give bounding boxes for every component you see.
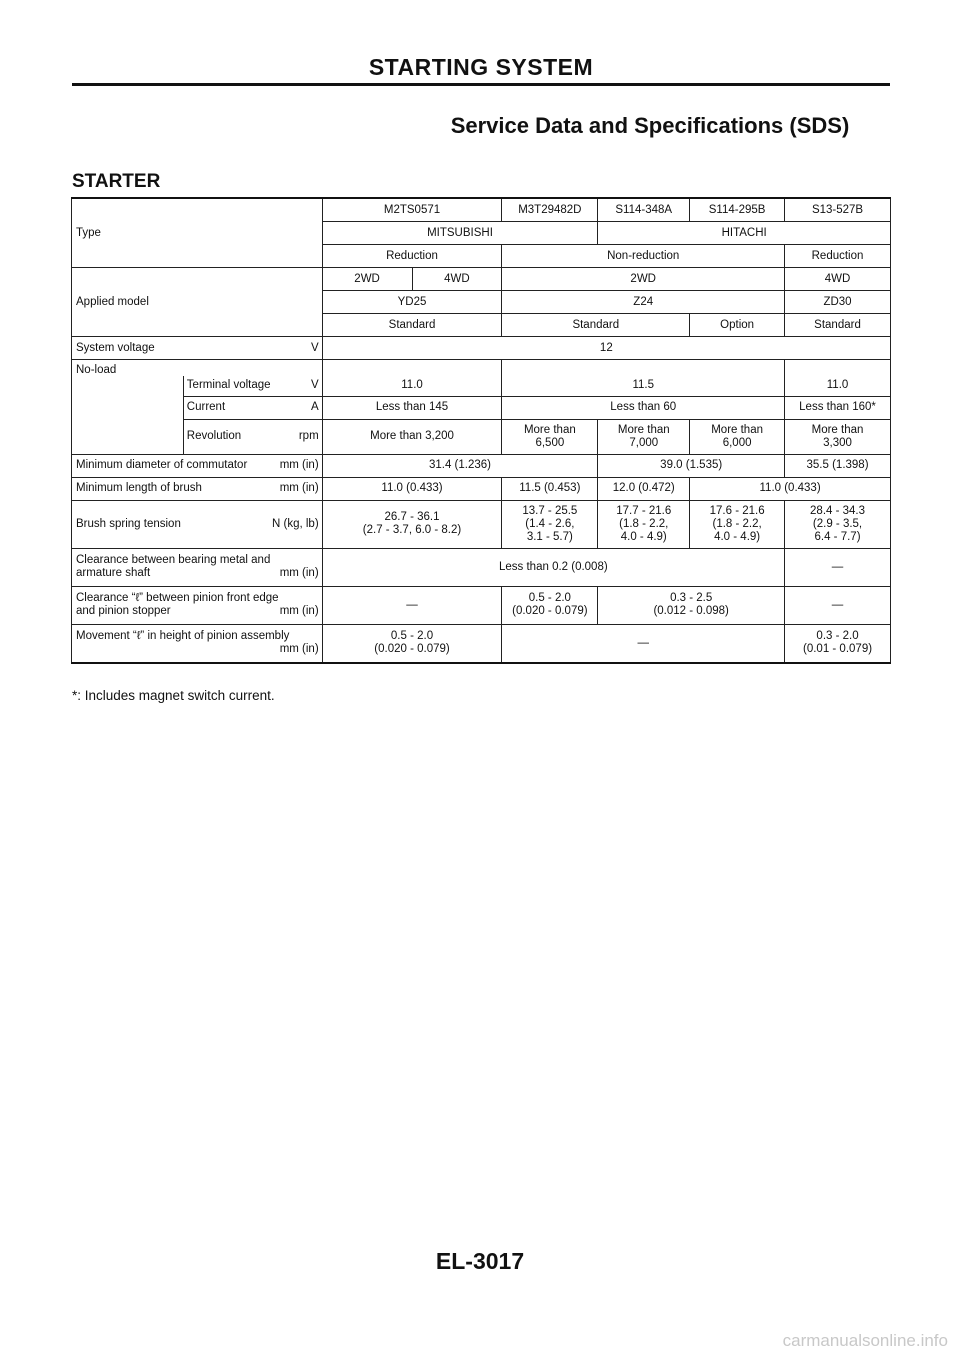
- cell-movement-1: 0.5 - 2.0 (0.020 - 0.079): [322, 624, 502, 663]
- table-row: [72, 419, 891, 454]
- table-row: [72, 198, 891, 222]
- cell-engine-2: Z24: [502, 291, 785, 314]
- brush-length-text: Minimum length of brush: [76, 482, 202, 494]
- table-row: [72, 454, 891, 477]
- cell-brush-tension-3: 17.7 - 21.6 (1.8 - 2.2, 4.0 - 4.9): [598, 500, 690, 548]
- section-title: STARTER: [72, 171, 161, 192]
- terminal-voltage-text: Terminal voltage: [186, 379, 271, 392]
- cell-revolution-1: More than 3,200: [322, 419, 502, 454]
- cell-terminal-1: 11.0: [322, 376, 502, 396]
- clearance-pinion-unit: mm (in): [279, 605, 319, 617]
- commutator-label: [72, 454, 323, 477]
- terminal-voltage-label: [183, 376, 322, 396]
- starter-spec-table: [71, 197, 891, 664]
- cell-model-3: S114-348A: [598, 198, 690, 222]
- cell-brush-tension-5: 28.4 - 34.3 (2.9 - 3.5, 6.4 - 7.7): [785, 500, 891, 548]
- brush-tension-label: [72, 500, 323, 548]
- table-row: [72, 396, 891, 419]
- revolution-text: Revolution: [186, 430, 242, 442]
- cell-clearance-bearing-2: —: [785, 548, 891, 586]
- system-voltage-label: [72, 337, 323, 360]
- cell-revolution-4: More than 6,000: [690, 419, 785, 454]
- brush-tension-unit: N (kg, lb): [272, 517, 319, 530]
- cell-maker-2: HITACHI: [598, 222, 891, 245]
- cell-current-2: Less than 60: [502, 396, 785, 419]
- header-rule: [72, 83, 890, 86]
- cell-drive-1: 2WD: [322, 268, 412, 291]
- watermark: carmanualsonline.info: [782, 1331, 948, 1350]
- cell-clearance-pinion-1: —: [322, 586, 502, 624]
- page-number: EL-3017: [435, 1248, 525, 1274]
- system-voltage-text: System voltage: [76, 341, 155, 354]
- cell-current-1: Less than 145: [322, 396, 502, 419]
- cell-system-voltage: 12: [322, 337, 890, 360]
- cell-grade-3: Option: [690, 314, 785, 337]
- running-header: [72, 54, 890, 81]
- no-load-label: No-load: [72, 360, 184, 455]
- brush-length-label: [72, 477, 323, 500]
- table-row: [72, 337, 891, 360]
- cell-brush-length-1: 11.0 (0.433): [322, 477, 502, 500]
- cell-revolution-3: More than 7,000: [598, 419, 690, 454]
- table-row: [72, 586, 891, 624]
- cell-brush-tension-1: 26.7 - 36.1 (2.7 - 3.7, 6.0 - 8.2): [322, 500, 502, 548]
- cell-gear-2: Non-reduction: [502, 245, 785, 268]
- cell-brush-length-2: 11.5 (0.453): [502, 477, 598, 500]
- cell-commutator-1: 31.4 (1.236): [322, 454, 598, 477]
- clearance-bearing-unit: mm (in): [279, 567, 319, 579]
- table-row: [72, 624, 891, 663]
- cell-drive-2: 4WD: [412, 268, 502, 291]
- table-row: [72, 376, 891, 396]
- cell-gear-1: Reduction: [322, 245, 502, 268]
- cell-revolution-2: More than 6,500: [502, 419, 598, 454]
- cell-clearance-pinion-4: —: [785, 586, 891, 624]
- clearance-bearing-line2: armature shaft: [76, 567, 151, 579]
- cell-current-3: Less than 160*: [785, 396, 891, 419]
- footnote: *: Includes magnet switch current.: [72, 688, 275, 703]
- current-unit: A: [310, 401, 319, 413]
- cell-movement-3: 0.3 - 2.0 (0.01 - 0.079): [785, 624, 891, 663]
- clearance-bearing-line1: Clearance between bearing metal and: [76, 554, 271, 566]
- clearance-bearing-label: [72, 548, 323, 586]
- cell-grade-4: Standard: [785, 314, 891, 337]
- brush-length-unit: mm (in): [279, 482, 319, 494]
- header-title: STARTING SYSTEM: [368, 54, 594, 80]
- cell-grade-1: Standard: [322, 314, 502, 337]
- cell-brush-length-3: 12.0 (0.472): [598, 477, 690, 500]
- table-row: [72, 360, 891, 377]
- table-row: [72, 500, 891, 548]
- cell-brush-tension-4: 17.6 - 21.6 (1.8 - 2.2, 4.0 - 4.9): [690, 500, 785, 548]
- cell-clearance-pinion-3: 0.3 - 2.5 (0.012 - 0.098): [598, 586, 785, 624]
- cell-model-4: S114-295B: [690, 198, 785, 222]
- page-title-text: Service Data and Specifications (SDS): [450, 113, 850, 138]
- cell-model-2: M3T29482D: [502, 198, 598, 222]
- brush-tension-text: Brush spring tension: [76, 517, 181, 530]
- clearance-pinion-line1: Clearance “ℓ” between pinion front edge: [76, 592, 279, 604]
- current-text: Current: [186, 401, 226, 413]
- revolution-label: [183, 419, 322, 454]
- cell-commutator-2: 39.0 (1.535): [598, 454, 785, 477]
- commutator-unit: mm (in): [279, 459, 319, 471]
- cell-clearance-pinion-2: 0.5 - 2.0 (0.020 - 0.079): [502, 586, 598, 624]
- cell-terminal-3: 11.0: [785, 376, 891, 396]
- cell-brush-tension-2: 13.7 - 25.5 (1.4 - 2.6, 3.1 - 5.7): [502, 500, 598, 548]
- cell-clearance-bearing-1: Less than 0.2 (0.008): [322, 548, 784, 586]
- cell-drive-4: 4WD: [785, 268, 891, 291]
- commutator-text: Minimum diameter of commutator: [76, 459, 248, 471]
- cell-model-1: M2TS0571: [322, 198, 502, 222]
- applied-model-label: Applied model: [72, 268, 323, 337]
- current-label: [183, 396, 322, 419]
- cell-commutator-3: 35.5 (1.398): [785, 454, 891, 477]
- cell-engine-1: YD25: [322, 291, 502, 314]
- cell-revolution-5: More than 3,300: [785, 419, 891, 454]
- cell-grade-2: Standard: [502, 314, 690, 337]
- cell-drive-3: 2WD: [502, 268, 785, 291]
- revolution-unit: rpm: [298, 430, 319, 442]
- terminal-voltage-unit: V: [310, 379, 319, 392]
- system-voltage-unit: V: [310, 341, 319, 354]
- cell-model-5: S13-527B: [785, 198, 891, 222]
- no-load-spacer: [183, 360, 322, 377]
- cell-maker-1: MITSUBISHI: [322, 222, 598, 245]
- page-title: [72, 113, 890, 139]
- table-row: [72, 477, 891, 500]
- movement-unit: mm (in): [279, 643, 319, 655]
- cell-engine-3: ZD30: [785, 291, 891, 314]
- cell-terminal-2: 11.5: [502, 376, 785, 396]
- cell-gear-3: Reduction: [785, 245, 891, 268]
- movement-line1: Movement “ℓ” in height of pinion assembly: [76, 630, 290, 642]
- movement-label: [72, 624, 323, 663]
- clearance-pinion-label: [72, 586, 323, 624]
- table-row: [72, 548, 891, 586]
- cell-brush-length-4: 11.0 (0.433): [690, 477, 891, 500]
- clearance-pinion-line2: and pinion stopper: [76, 605, 171, 617]
- table-row: [72, 268, 891, 291]
- no-load-spacer: [785, 360, 891, 377]
- no-load-spacer: [322, 360, 502, 377]
- type-label: Type: [72, 198, 323, 268]
- no-load-spacer: [502, 360, 785, 377]
- cell-movement-2: —: [502, 624, 785, 663]
